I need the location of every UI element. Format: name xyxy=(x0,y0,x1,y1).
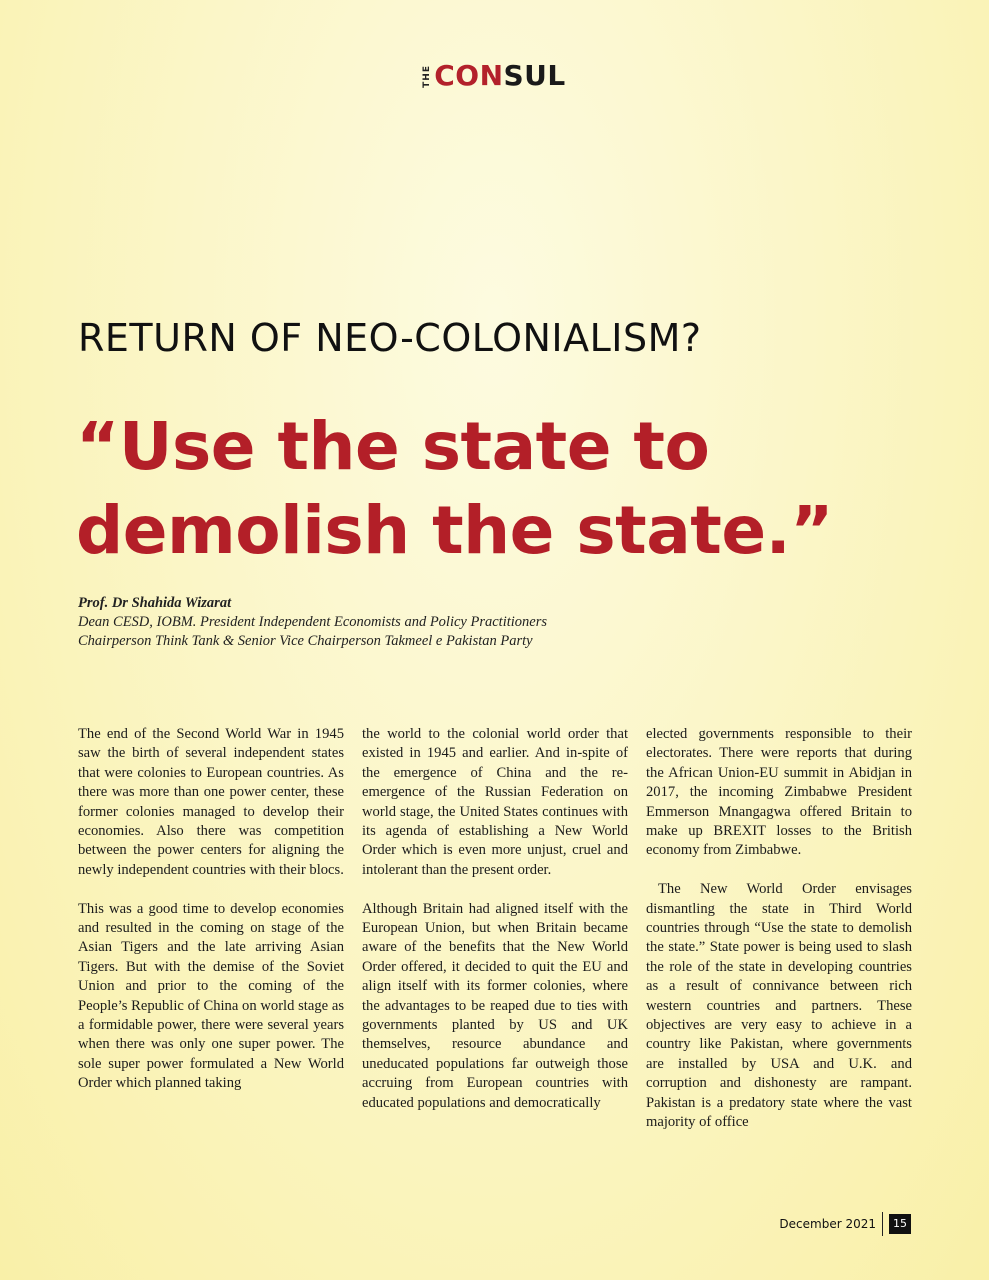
headline-line-2: demolish the state.” xyxy=(76,492,834,569)
author-name: Prof. Dr Shahida Wizarat xyxy=(78,595,232,611)
paragraph: elected governments responsible to their electorates. There were reports that during the African Union-EU summit in Abidjan in 2017, the incoming Zimbabwe President Emmerson Mnangagwa offered Britain to make up BREXIT losses to the British economy from Zimbabwe. xyxy=(646,726,912,859)
headline-line-1: “Use the state to xyxy=(76,408,710,485)
paragraph: the world to the colonial world order that existed in 1945 and earlier. And in-spite of the emergence of China and the re-emergence of the Russian Federation on world stage, the United States continues with its agenda of establishing a New World Order which is even more unjust, cruel and intolerant than the present order. xyxy=(362,726,628,878)
masthead-the: THE xyxy=(422,64,433,88)
paragraph: The end of the Second World War in 1945 saw the birth of several independent states that were colonies to European countries. As there was more than one power center, these former colonies managed to develop their economies. Also there was competition between the power centers for aligning the newly independent countries with their blocs. xyxy=(78,726,344,878)
paragraph: This was a good time to develop economies and resulted in the coming on stage of the Asian Tigers and the late arriving Asian Tigers. But with the demise of the Soviet Union and prior to the coming of the People’s Republic of China on world stage as a formidable power, there were several years when there was only one super power. The sole super power formulated a New World Order which planned taking xyxy=(78,900,344,1092)
body-column-2 xyxy=(362,725,628,1175)
article-headline xyxy=(76,405,936,573)
body-column-1 xyxy=(78,725,344,1175)
footer-divider xyxy=(882,1212,883,1236)
page-number: 15 xyxy=(889,1214,911,1234)
author-title-line-2: Chairperson Think Tank & Senior Vice Chairperson Takmeel e Pakistan Party xyxy=(78,633,533,649)
masthead-consul xyxy=(434,59,566,92)
masthead-con: CON xyxy=(434,59,504,92)
author-title-line-1: Dean CESD, IOBM. President Independent Economists and Policy Practitioners xyxy=(78,614,548,630)
body-column-3 xyxy=(646,725,912,1175)
paragraph: The New World Order envisages dismantling the state in Third World countries through “Use the state to demolish the state.” State power is being used to slash the role of the state in developing countries as a result of connivance between rich western countries and partners. These objectives are very easy to achieve in a country like Pakistan, where governments are installed by USA and U.K. and corruption and dishonesty are rampant. Pakistan is a predatory state where the vast majority of office xyxy=(646,881,912,1131)
masthead-sul: SUL xyxy=(503,59,566,92)
article-body xyxy=(78,725,912,1175)
author-byline xyxy=(78,594,778,651)
page-footer xyxy=(779,1212,911,1236)
article-kicker: RETURN OF NEO-COLONIALISM? xyxy=(78,316,702,360)
masthead-logo xyxy=(0,59,989,92)
paragraph: Although Britain had aligned itself with the European Union, but when Britain became aware of the benefits that the New World Order offered, it decided to quit the EU and align itself with its former colonies, where the advantages to be reaped due to ties with governments planted by US and UK themselves, resource abundance and uneducated populations far outweigh those accruing from European countries with educated populations and democratically xyxy=(362,900,628,1111)
issue-date: December 2021 xyxy=(779,1217,876,1231)
